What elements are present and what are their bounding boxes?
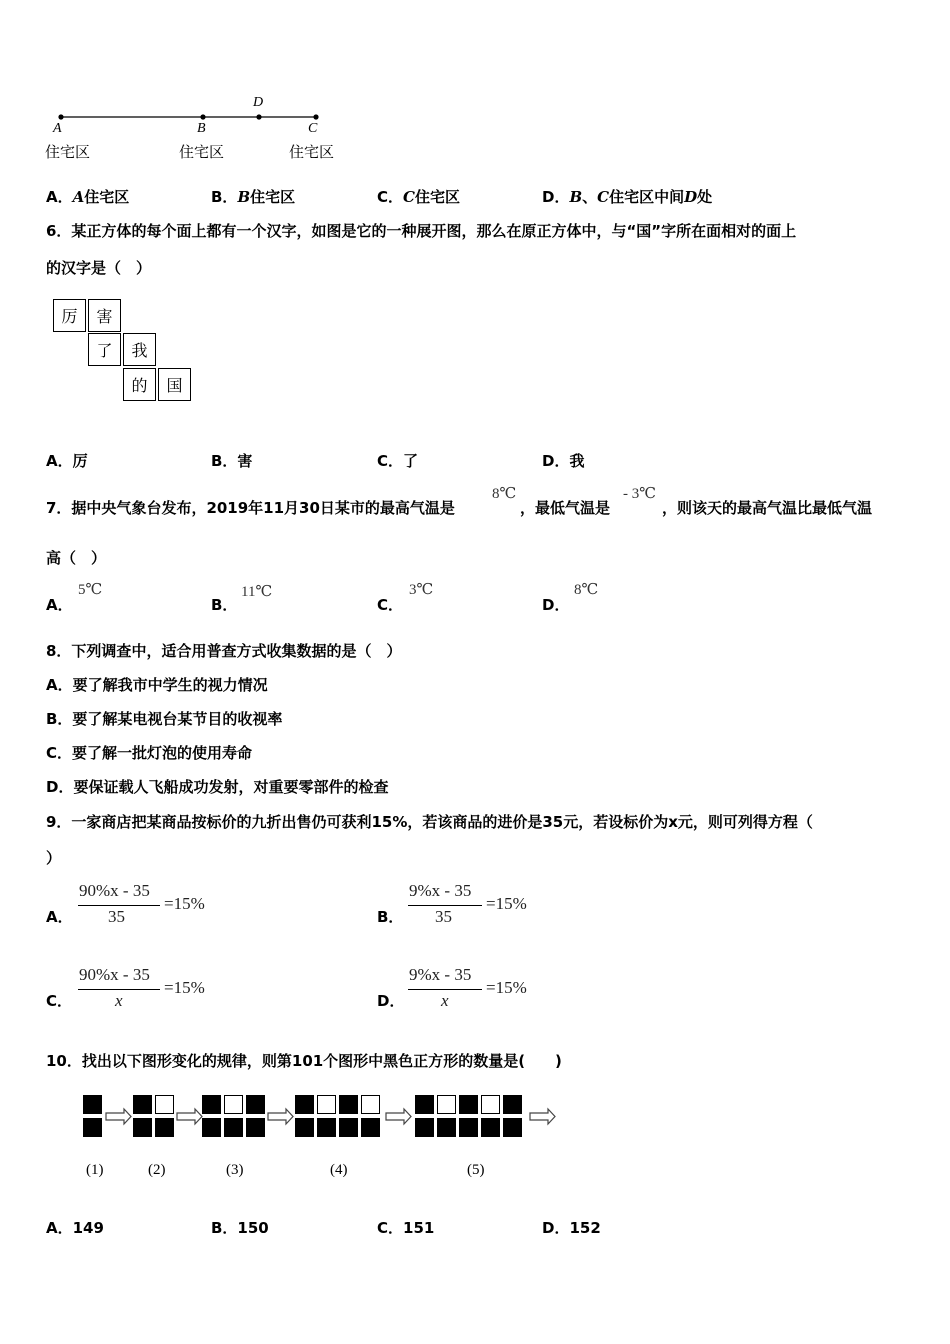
option-text: 住宅区 xyxy=(414,188,460,206)
q7-stem-part1: 7．据中央气象台发布，2019年11月30日某市的最高气温是 xyxy=(46,499,455,517)
zone-label-c: 住宅区 xyxy=(289,143,335,161)
pattern-figure-1 xyxy=(83,1095,102,1137)
q9-option-c-letter[interactable]: C． xyxy=(46,992,73,1010)
fraction-bar xyxy=(408,989,482,990)
fraction-bar xyxy=(78,989,160,990)
point-d xyxy=(256,114,261,119)
net-cell: 厉 xyxy=(53,299,86,332)
pattern-figure-2 xyxy=(133,1095,174,1137)
fraction-denominator: x xyxy=(115,991,123,1010)
equation-rhs: =15% xyxy=(164,894,205,913)
equation-rhs: =15% xyxy=(486,894,527,913)
fraction-denominator: 35 xyxy=(108,907,125,926)
arrow-icon xyxy=(268,1109,293,1124)
option-variable: D xyxy=(684,188,698,206)
label-a: A xyxy=(53,121,62,136)
q7-stem-line2: 高（ ） xyxy=(46,549,107,567)
arrow-icon xyxy=(386,1109,411,1124)
label-d: D xyxy=(253,95,264,110)
net-cell: 了 xyxy=(88,333,121,366)
option-text: 处 xyxy=(697,188,713,206)
q9-option-d-letter[interactable]: D． xyxy=(377,992,405,1010)
fraction-numerator: 90%x - 35 xyxy=(79,881,150,900)
pattern-label-5: (5) xyxy=(467,1162,485,1178)
fraction-numerator: 90%x - 35 xyxy=(79,965,150,984)
q9-option-d-equation xyxy=(408,965,568,1015)
zone-label-a: 住宅区 xyxy=(45,143,91,161)
q7-high-temp: 8℃ xyxy=(492,486,517,502)
net-cell: 害 xyxy=(88,299,121,332)
q9-option-c-equation xyxy=(78,965,238,1015)
q8-option-b[interactable]: B．要了解某电视台某节目的收视率 xyxy=(46,710,283,728)
option-letter: B． xyxy=(211,188,238,206)
option-text: 住宅区 xyxy=(250,188,296,206)
arrow-icon xyxy=(530,1109,555,1124)
option-letter: C． xyxy=(377,188,404,206)
q6-option-a[interactable]: A．厉 xyxy=(46,452,88,470)
option-variable: B xyxy=(237,188,251,206)
option-variable: C xyxy=(597,188,610,206)
q7-stem-part2: ，最低气温是 xyxy=(520,499,611,517)
pattern-label-3: (3) xyxy=(226,1162,244,1178)
q5-option-a[interactable] xyxy=(46,186,129,207)
q9-stem-line2: ） xyxy=(46,849,62,867)
fraction-denominator: x xyxy=(441,991,449,1010)
q7-option-b-letter[interactable]: B． xyxy=(211,596,238,614)
q9-option-a-letter[interactable]: A． xyxy=(46,908,73,926)
net-cell: 的 xyxy=(123,368,156,401)
fraction-denominator: 35 xyxy=(435,907,452,926)
q7-option-c-value: 3℃ xyxy=(409,582,434,598)
q10-stem: 10．找出以下图形变化的规律，则第101个图形中黑色正方形的数量是( ) xyxy=(46,1052,562,1070)
q8-option-a[interactable]: A．要了解我市中学生的视力情况 xyxy=(46,676,268,694)
q9-option-b-equation xyxy=(408,881,568,931)
arrow-icon xyxy=(177,1109,202,1124)
q7-option-d-letter[interactable]: D． xyxy=(542,596,570,614)
q8-stem: 8．下列调查中，适合用普查方式收集数据的是（ ） xyxy=(46,642,402,660)
q9-option-a-equation xyxy=(78,881,238,931)
q7-option-c-letter[interactable]: C． xyxy=(377,596,404,614)
q5-option-d[interactable] xyxy=(542,186,712,207)
q10-option-d[interactable]: D．152 xyxy=(542,1219,601,1237)
q7-option-d-value: 8℃ xyxy=(574,582,599,598)
option-text: 住宅区 xyxy=(84,188,130,206)
q8-option-d[interactable]: D．要保证载人飞船成功发射，对重要零部件的检查 xyxy=(46,778,389,796)
q9-option-b-letter[interactable]: B． xyxy=(377,908,404,926)
option-letter: D． xyxy=(542,188,570,206)
q10-option-b[interactable]: B．150 xyxy=(211,1219,269,1237)
q6-stem-line2: 的汉字是（ ） xyxy=(46,259,152,277)
q6-option-d[interactable]: D．我 xyxy=(542,452,585,470)
label-b: B xyxy=(197,121,206,136)
net-cell: 国 xyxy=(158,368,191,401)
point-b xyxy=(200,114,205,119)
pattern-label-4: (4) xyxy=(330,1162,348,1178)
q7-option-a-value: 5℃ xyxy=(78,582,103,598)
q5-option-b[interactable] xyxy=(211,186,295,207)
q10-option-a[interactable]: A．149 xyxy=(46,1219,104,1237)
fraction-bar xyxy=(78,905,160,906)
q10-option-c[interactable]: C．151 xyxy=(377,1219,435,1237)
option-separator: 、 xyxy=(582,188,598,206)
pattern-figure-3 xyxy=(202,1095,265,1137)
option-variable: A xyxy=(72,188,85,206)
equation-rhs: =15% xyxy=(164,978,205,997)
pattern-figure-5 xyxy=(415,1095,522,1137)
q7-option-b-value: 11℃ xyxy=(241,584,273,600)
q6-option-c[interactable]: C．了 xyxy=(377,452,419,470)
q5-option-c[interactable] xyxy=(377,186,460,207)
q7-low-temp: - 3℃ xyxy=(623,486,657,502)
option-text: 住宅区中间 xyxy=(609,188,685,206)
q9-stem-line1: 9．一家商店把某商品按标价的九折出售仍可获利15%，若该商品的进价是35元，若设标价为x元，则可列得方程（ xyxy=(46,813,813,831)
point-a xyxy=(58,114,63,119)
q7-stem-part3: ，则该天的最高气温比最低气温 xyxy=(662,499,873,517)
fraction-numerator: 9%x - 35 xyxy=(409,881,472,900)
equation-rhs: =15% xyxy=(486,978,527,997)
fraction-numerator: 9%x - 35 xyxy=(409,965,472,984)
pattern-label-1: (1) xyxy=(86,1162,104,1178)
arrow-icon xyxy=(106,1109,131,1124)
square-pattern-sequence xyxy=(80,1092,560,1142)
net-cell: 我 xyxy=(123,333,156,366)
q6-option-b[interactable]: B．害 xyxy=(211,452,253,470)
q7-option-a-letter[interactable]: A． xyxy=(46,596,73,614)
label-c: C xyxy=(308,121,318,136)
zone-label-b: 住宅区 xyxy=(179,143,225,161)
pattern-label-2: (2) xyxy=(148,1162,166,1178)
pattern-figure-4 xyxy=(295,1095,380,1137)
option-variable: C xyxy=(403,188,415,206)
option-variable: B xyxy=(569,188,583,206)
q6-stem-line1: 6．某正方体的每个面上都有一个汉字，如图是它的一种展开图，那么在原正方体中，与“国”字所在面相对的面上 xyxy=(46,222,797,240)
q8-option-c[interactable]: C．要了解一批灯泡的使用寿命 xyxy=(46,744,253,762)
fraction-bar xyxy=(408,905,482,906)
option-letter: A． xyxy=(46,188,73,206)
point-c xyxy=(313,114,318,119)
